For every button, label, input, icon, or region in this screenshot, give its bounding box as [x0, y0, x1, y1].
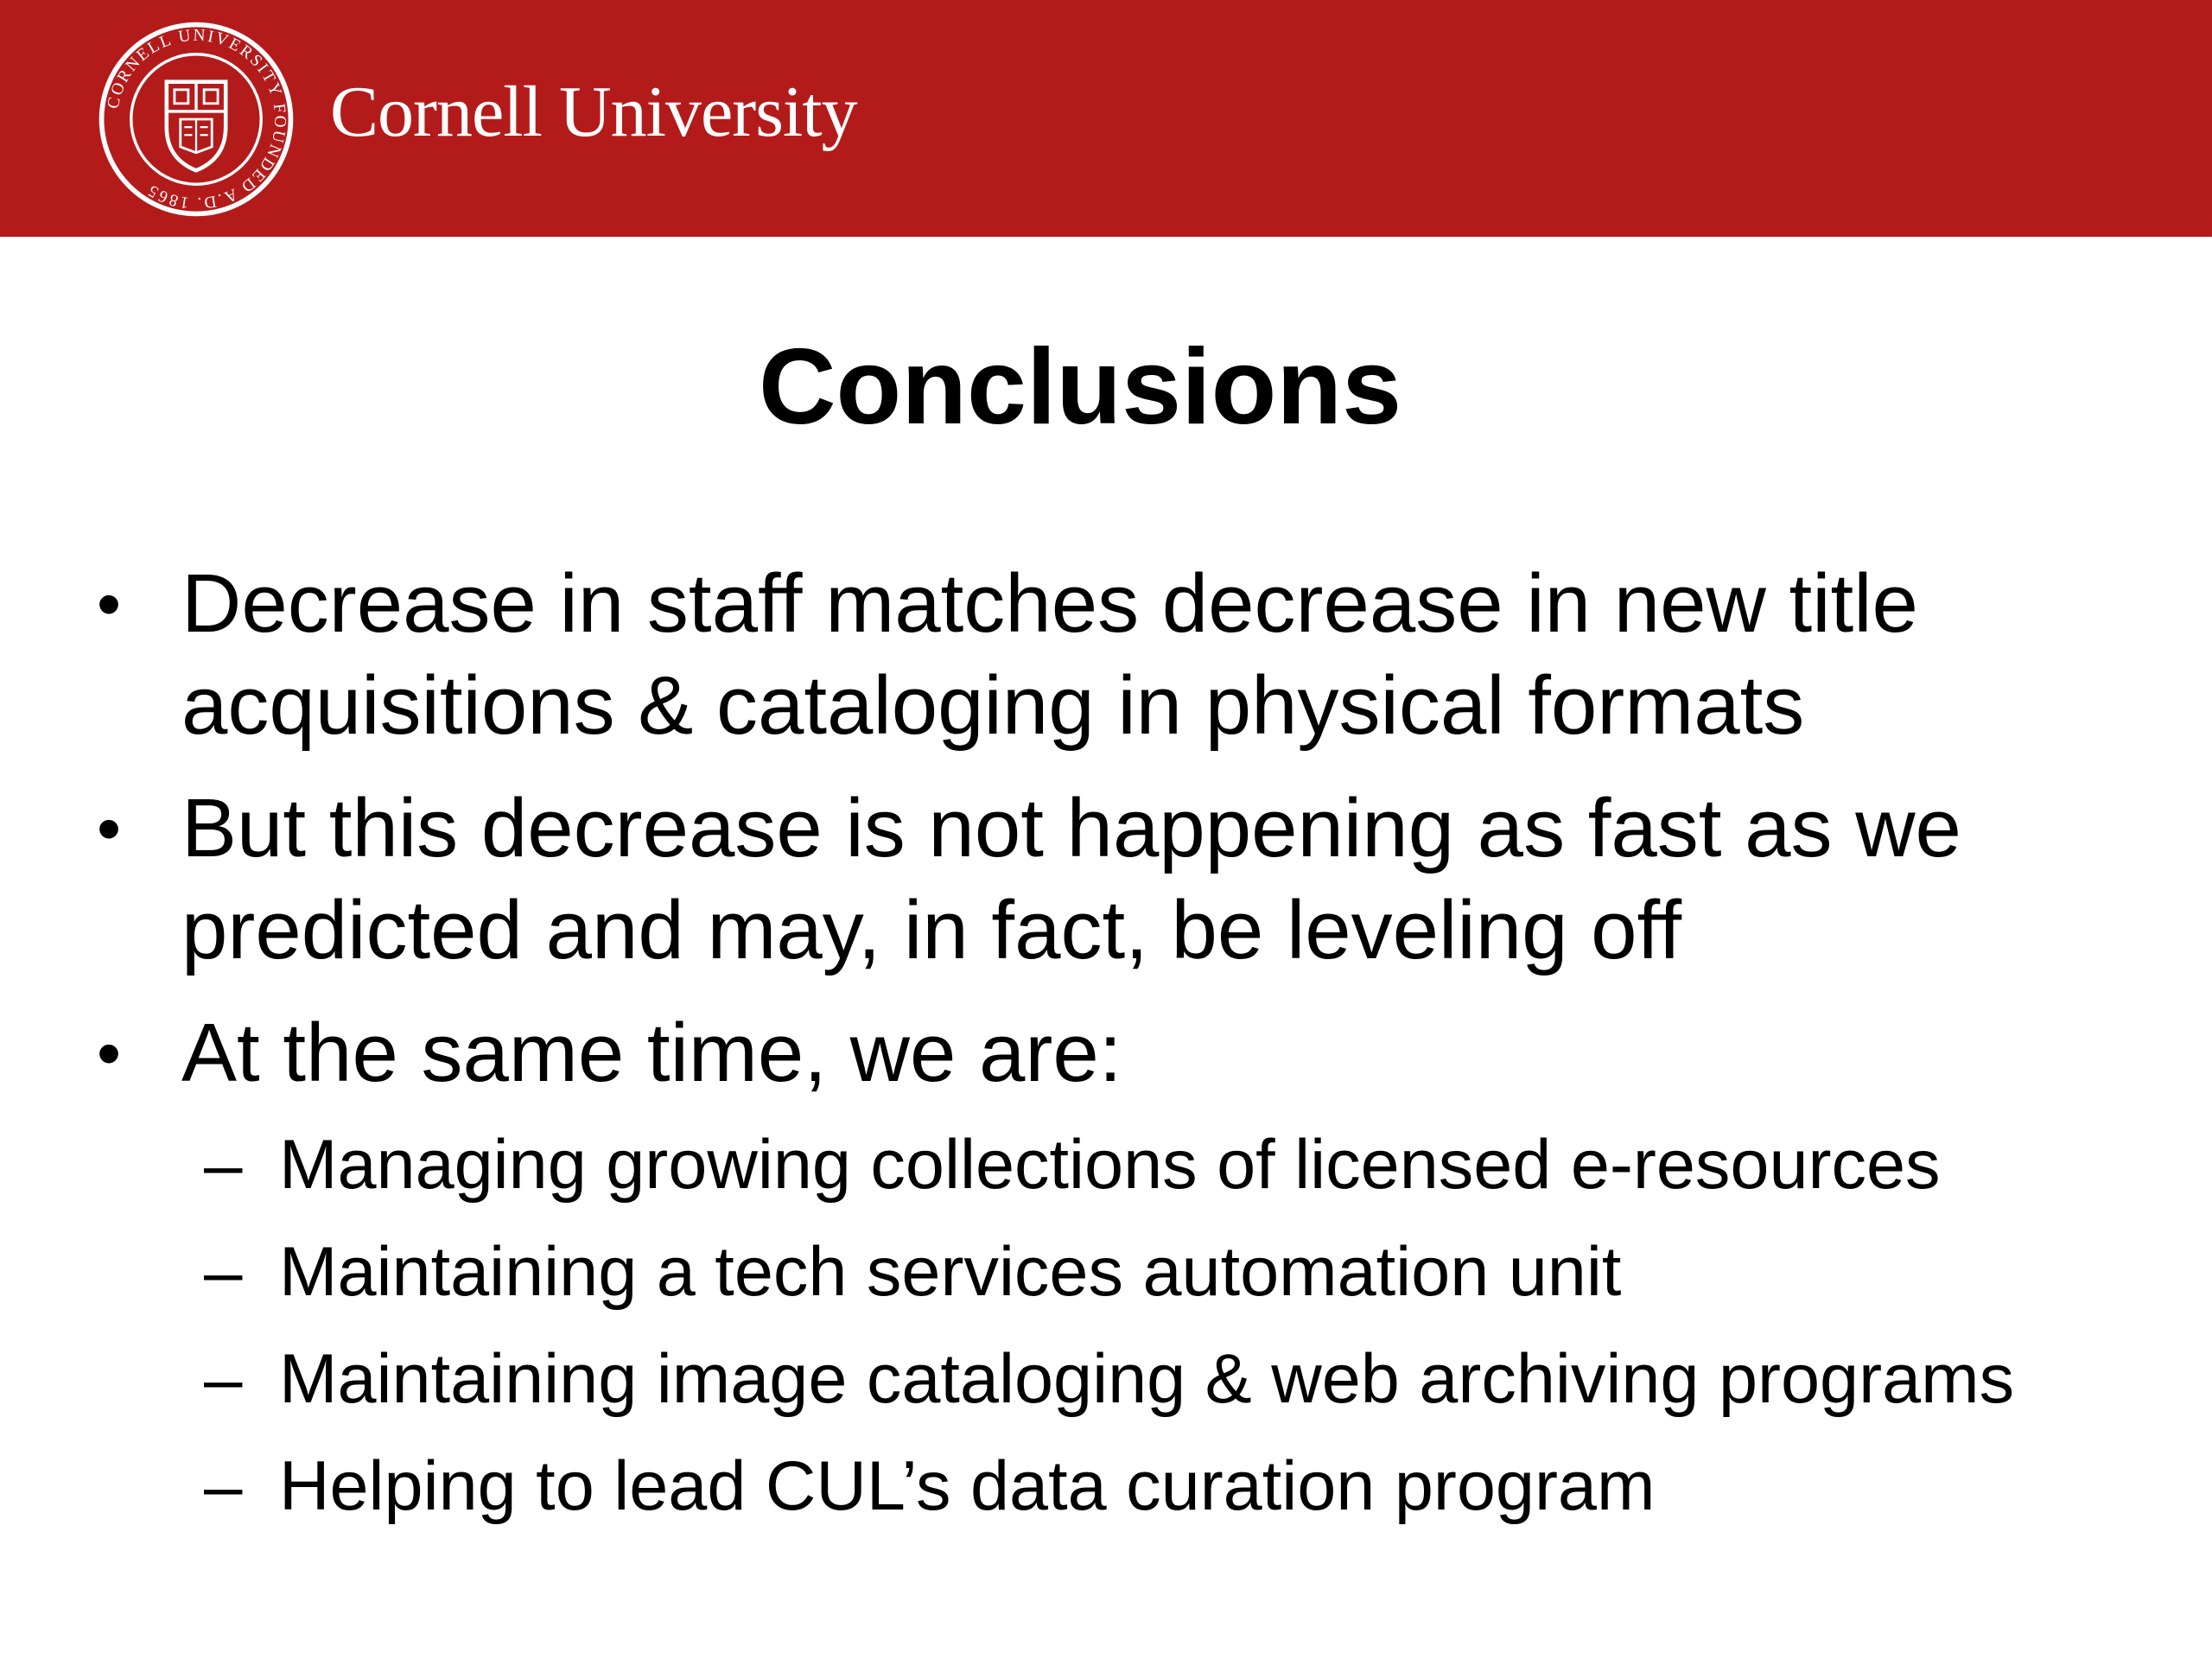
bullet-line: predicted and may, in fact, be leveling off [181, 884, 1682, 976]
dash-marker: – [204, 1126, 243, 1203]
bullet-line: acquisitions & cataloging in physical formats [181, 659, 1805, 752]
bullet-item [0, 1002, 2212, 1540]
bullet-marker: • [97, 1014, 122, 1091]
sub-bullet-item [0, 1111, 2212, 1218]
dash-marker: – [204, 1447, 243, 1524]
seal-ring-text: CORNELL UNIVERSITY FOUNDED A.D. 1865 [104, 26, 289, 213]
bullet-item [0, 778, 2212, 982]
slide-title: Conclusions [758, 327, 1402, 447]
bullet-list [0, 553, 2212, 1560]
sub-bullet-item [0, 1325, 2212, 1433]
sub-bullet-item [0, 1433, 2212, 1540]
sub-bullet-list [181, 1111, 2212, 1540]
bullet-item [0, 553, 2212, 757]
sub-bullet-item [0, 1218, 2212, 1325]
sub-bullet-text: Maintaining a tech services automation unit [279, 1233, 1622, 1311]
bullet-line: But this decrease is not happening as fast as we [181, 782, 1961, 874]
dash-marker: – [204, 1340, 243, 1417]
bullet-marker: • [97, 565, 122, 642]
sub-bullet-text: Helping to lead CUL’s data curation program [279, 1447, 1656, 1525]
bullet-line: At the same time, we are: [181, 1007, 1122, 1099]
dash-marker: – [204, 1233, 243, 1310]
cornell-seal-icon [98, 21, 295, 218]
university-wordmark: Cornell University [330, 72, 857, 152]
bullet-line: Decrease in staff matches decrease in new title [181, 557, 1918, 650]
sub-bullet-text: Managing growing collections of licensed e-resources [279, 1126, 1941, 1204]
bullet-marker: • [97, 790, 122, 867]
header-bar [0, 0, 2212, 237]
sub-bullet-text: Maintaining image cataloging & web archiving programs [279, 1340, 2015, 1418]
